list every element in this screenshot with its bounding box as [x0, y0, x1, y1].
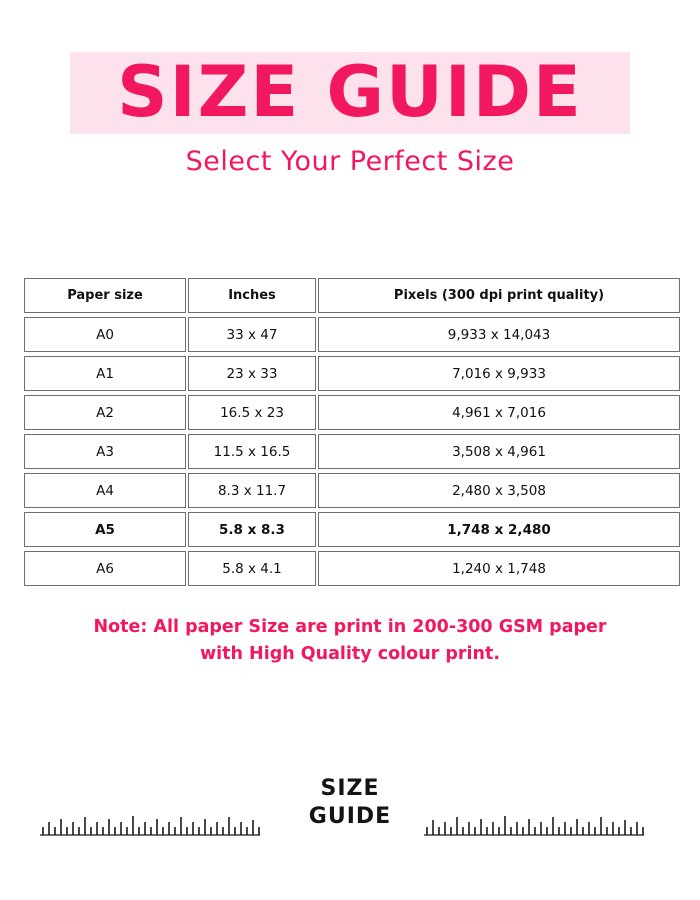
- footer: [0, 775, 700, 865]
- size-table-container: [22, 274, 678, 590]
- size-table: [22, 274, 682, 590]
- table-row: [24, 473, 680, 508]
- cell-paper-size: A3: [24, 434, 186, 469]
- table-row: [24, 356, 680, 391]
- table-header-row: [24, 278, 680, 313]
- table-row: [24, 434, 680, 469]
- cell-pixels: 3,508 x 4,961: [318, 434, 680, 469]
- table-row: [24, 551, 680, 586]
- cell-inches: 16.5 x 23: [188, 395, 316, 430]
- cell-paper-size: A2: [24, 395, 186, 430]
- cell-inches: 11.5 x 16.5: [188, 434, 316, 469]
- cell-pixels: 7,016 x 9,933: [318, 356, 680, 391]
- note-line-1: Note: All paper Size are print in 200-300 GSM paper: [93, 617, 607, 637]
- page-title: SIZE GUIDE: [117, 51, 583, 133]
- cell-paper-size: A0: [24, 317, 186, 352]
- footer-label-line-2: GUIDE: [308, 804, 392, 829]
- column-header-pixels: Pixels (300 dpi print quality): [318, 278, 680, 313]
- table-row-highlighted: [24, 512, 680, 547]
- ruler-icon: [424, 811, 644, 837]
- table-row: [24, 395, 680, 430]
- column-header-inches: Inches: [188, 278, 316, 313]
- note-line-2: with High Quality colour print.: [199, 644, 501, 664]
- cell-inches: 23 x 33: [188, 356, 316, 391]
- cell-pixels: 1,240 x 1,748: [318, 551, 680, 586]
- cell-pixels: 1,748 x 2,480: [318, 512, 680, 547]
- cell-pixels: 9,933 x 14,043: [318, 317, 680, 352]
- page-subtitle: Select Your Perfect Size: [185, 146, 515, 177]
- column-header-paper-size: Paper size: [24, 278, 186, 313]
- cell-paper-size: A5: [24, 512, 186, 547]
- cell-inches: 33 x 47: [188, 317, 316, 352]
- cell-paper-size: A6: [24, 551, 186, 586]
- footer-label-line-1: SIZE: [320, 776, 380, 801]
- cell-inches: 8.3 x 11.7: [188, 473, 316, 508]
- cell-pixels: 2,480 x 3,508: [318, 473, 680, 508]
- cell-pixels: 4,961 x 7,016: [318, 395, 680, 430]
- footer-brand-label: [300, 775, 400, 831]
- cell-paper-size: A1: [24, 356, 186, 391]
- ruler-icon: [40, 811, 260, 837]
- table-row: [24, 317, 680, 352]
- note-text: [40, 614, 660, 668]
- cell-inches: 5.8 x 8.3: [188, 512, 316, 547]
- cell-paper-size: A4: [24, 473, 186, 508]
- cell-inches: 5.8 x 4.1: [188, 551, 316, 586]
